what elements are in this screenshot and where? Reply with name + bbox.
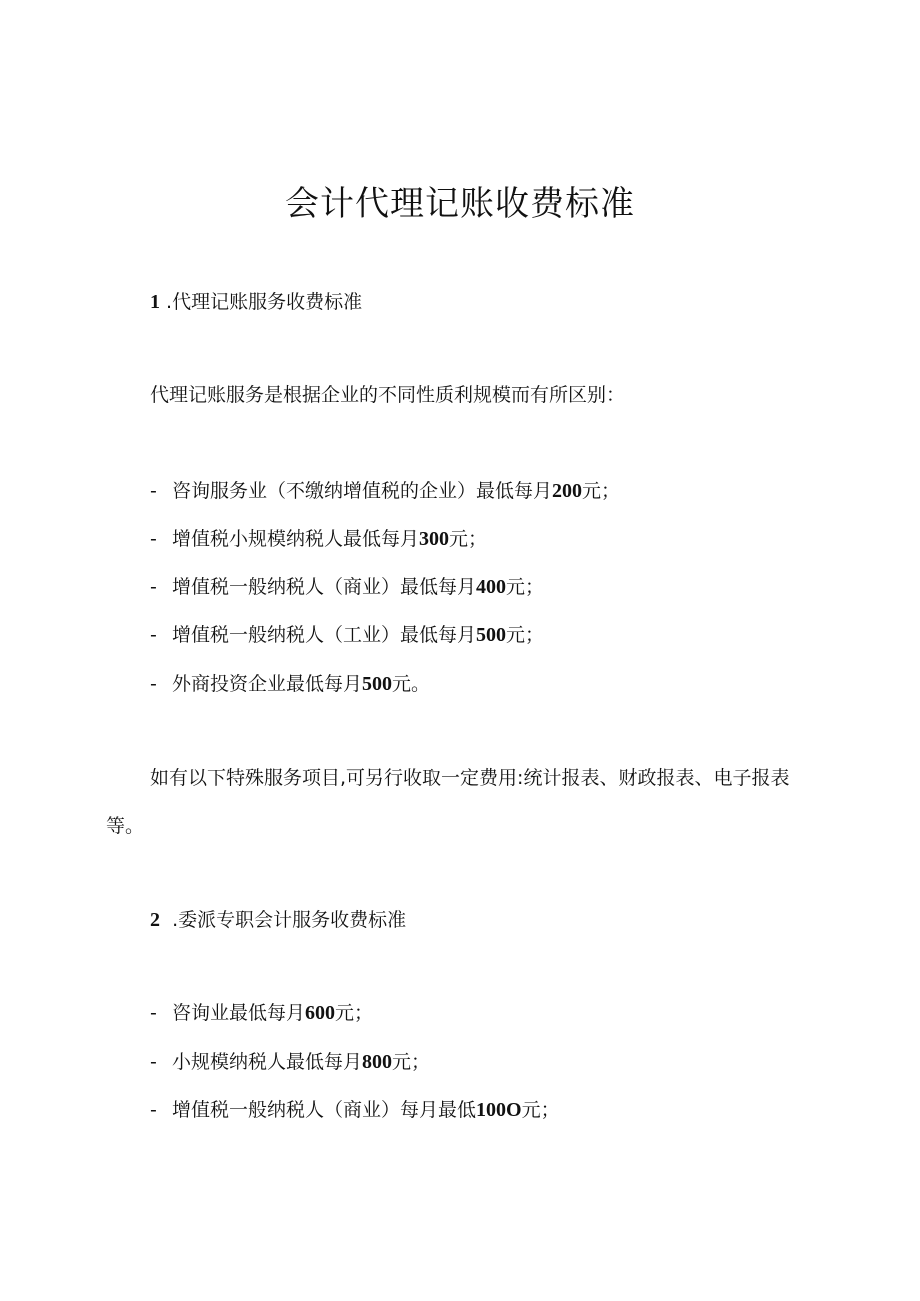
item-amount: 600 xyxy=(305,1002,336,1024)
item-prefix: 咨询服务业（不缴纳增值税的企业）最低每月 xyxy=(172,480,553,502)
section2-number: 2 xyxy=(150,909,160,931)
list-bullet: - xyxy=(150,624,157,646)
item-amount: 500 xyxy=(362,673,393,695)
list-item xyxy=(150,1000,373,1026)
section1-number: 1 xyxy=(150,291,160,313)
item-prefix: 增值税小规模纳税人最低每月 xyxy=(172,528,420,550)
list-bullet: - xyxy=(150,576,157,598)
section1-note: 如有以下特殊服务项目,可另行收取一定费用:统计报表、财政报表、电子报表等。 xyxy=(106,767,790,837)
item-suffix: 元； xyxy=(506,624,545,646)
list-bullet: - xyxy=(150,1051,157,1073)
item-prefix: 增值税一般纳税人（工业）最低每月 xyxy=(172,624,477,646)
item-amount: 200 xyxy=(552,480,583,502)
item-suffix: 元； xyxy=(506,576,545,598)
item-suffix: 元； xyxy=(335,1002,374,1024)
item-amount: 100O xyxy=(476,1099,522,1121)
item-suffix: 元； xyxy=(449,528,488,550)
list-bullet: - xyxy=(150,528,157,550)
section1-heading-text: .代理记账服务收费标准 xyxy=(166,291,363,313)
item-suffix: 元。 xyxy=(392,673,431,695)
item-prefix: 咨询业最低每月 xyxy=(172,1002,306,1024)
list-item xyxy=(150,671,430,697)
item-amount: 300 xyxy=(419,528,450,550)
section2-heading xyxy=(150,907,406,933)
section2-heading-text: .委派专职会计服务收费标准 xyxy=(172,909,407,931)
page-title: 会计代理记账收费标准 xyxy=(285,184,635,224)
list-bullet: - xyxy=(150,480,157,502)
list-item xyxy=(150,1049,430,1075)
section1-intro: 代理记账服务是根据企业的不同性质利规模而有所区别： xyxy=(150,384,626,406)
list-item xyxy=(150,1097,560,1123)
item-amount: 400 xyxy=(476,576,507,598)
list-item xyxy=(150,526,487,552)
item-suffix: 元； xyxy=(521,1099,560,1121)
item-prefix: 外商投资企业最低每月 xyxy=(172,673,363,695)
list-item xyxy=(150,574,544,600)
list-bullet: - xyxy=(150,1099,157,1121)
item-amount: 500 xyxy=(476,624,507,646)
item-prefix: 增值税一般纳税人（商业）每月最低 xyxy=(172,1099,477,1121)
list-item xyxy=(150,622,544,648)
item-suffix: 元； xyxy=(582,480,621,502)
item-prefix: 增值税一般纳税人（商业）最低每月 xyxy=(172,576,477,598)
item-suffix: 元； xyxy=(392,1051,431,1073)
list-item xyxy=(150,478,620,504)
section1-heading xyxy=(150,289,362,315)
item-prefix: 小规模纳税人最低每月 xyxy=(172,1051,363,1073)
list-bullet: - xyxy=(150,1002,157,1024)
item-amount: 800 xyxy=(362,1051,393,1073)
list-bullet: - xyxy=(150,673,157,695)
